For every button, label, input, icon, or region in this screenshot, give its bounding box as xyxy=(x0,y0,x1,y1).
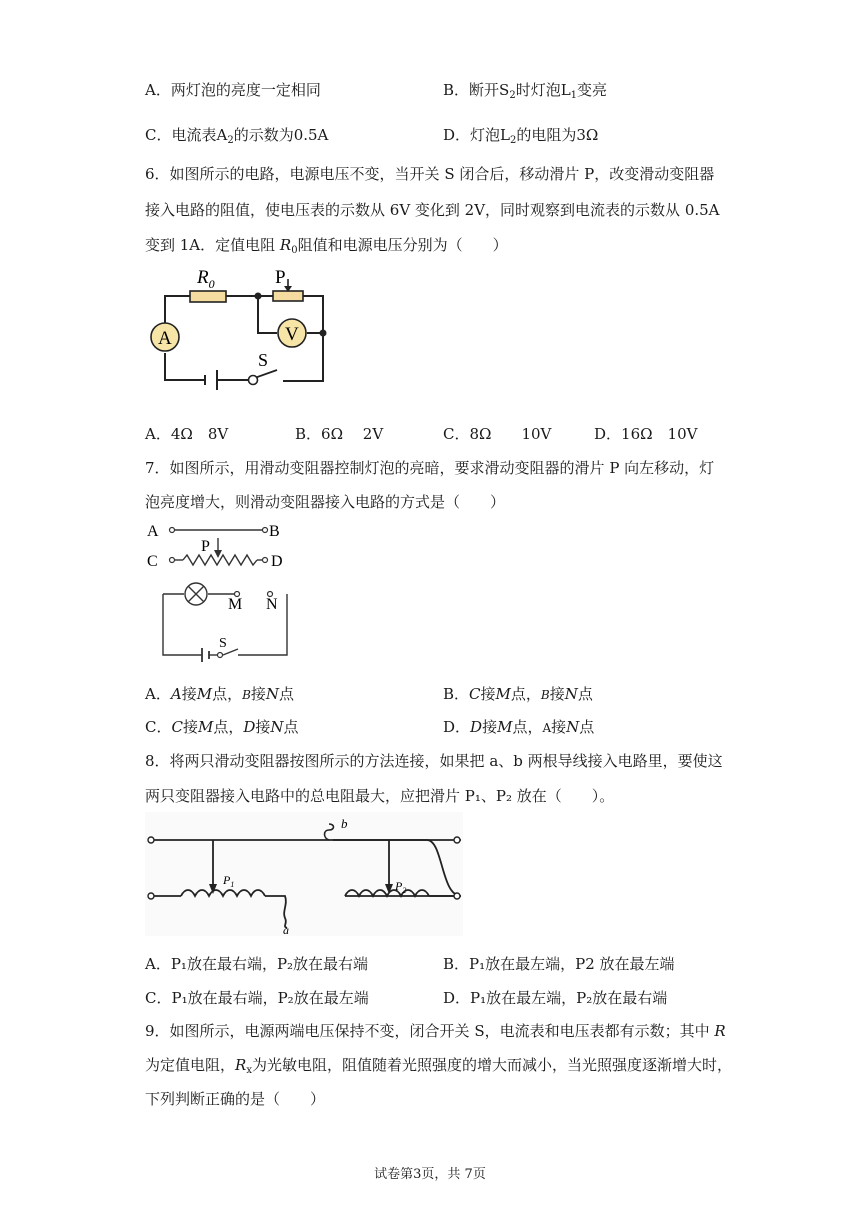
q6-option-d: D．16Ω 10V xyxy=(594,425,698,443)
q8-text-line-2: 两只变阻器接入电路中的总电阻最大，应把滑片 P₁、P₂ 放在（ ）。 xyxy=(145,787,615,805)
q8-text-line-1: 8．将两只滑动变阻器按图所示的方法连接，如果把 a、b 两根导线接入电路里，要使这 xyxy=(145,752,723,770)
q9-text-line-3: 下列判断正确的是（ ） xyxy=(145,1090,326,1108)
q5-option-b: B．断开$S_2$时灯泡$L_1$变亮 xyxy=(443,81,608,101)
q6-option-c: C．8Ω 10V xyxy=(443,425,552,443)
q7-circuit-diagram xyxy=(145,518,300,666)
q9-text-line-2: 为定值电阻，$R_x$为光敏电阻，阻值随着光照强度的增大而减小，当光照强度逐渐增大时， xyxy=(145,1056,732,1076)
q7-lamp xyxy=(185,583,207,605)
q6-label-switch: S xyxy=(258,350,269,370)
q6-resistor-r0 xyxy=(190,291,226,302)
q8-option-c: C．P₁放在最右端，P₂放在最左端 xyxy=(145,989,369,1007)
q7-text-line-1: 7．如图所示，用滑动变阻器控制灯泡的亮暗，要求滑动变阻器的滑片 P 向左移动，灯 xyxy=(145,459,715,477)
q8-label-p1: $P_1$ xyxy=(223,873,235,889)
q7-label-d: D xyxy=(271,553,283,570)
q7-option-d: D．D接M点，A接N点 xyxy=(443,718,595,736)
q5-option-a: A．两灯泡的亮度一定相同 xyxy=(145,81,321,99)
q6-text-line-3: 变到 1A．定值电阻 $R_0$阻值和电源电压分别为（ ） xyxy=(145,236,508,256)
q6-rheostat xyxy=(273,291,303,301)
q7-option-b: B．C接M点，B接N点 xyxy=(443,685,593,703)
q7-label-m: M xyxy=(228,596,243,613)
q8-label-b: b xyxy=(341,816,348,831)
q6-text-line-1: 6．如图所示的电路，电源电压不变，当开关 S 闭合后，移动滑片 P，改变滑动变阻器 xyxy=(145,165,715,183)
q6-label-p: P xyxy=(275,267,286,288)
q5-option-d: D．灯泡$L_2$的电阻为3Ω xyxy=(443,126,599,146)
q6-circuit-diagram xyxy=(145,262,345,402)
q8-rheostats-diagram xyxy=(145,812,463,936)
q7-label-b: B xyxy=(269,523,280,540)
q8-option-d: D．P₁放在最左端，P₂放在最右端 xyxy=(443,989,668,1007)
q7-label-p: P xyxy=(201,538,210,555)
q6-label-r0: $R_0$ xyxy=(197,267,215,291)
q8-label-p2: $P_2$ xyxy=(395,879,407,895)
q6-option-a: A．4Ω 8V xyxy=(145,425,229,443)
q7-resistor-coil xyxy=(183,555,257,565)
q9-text-line-1: 9．如图所示，电源两端电压保持不变，闭合开关 S，电流表和电压表都有示数；其中 R xyxy=(145,1022,726,1040)
page-footer: 试卷第3页，共 7页 xyxy=(374,1167,486,1182)
q6-label-ammeter: A xyxy=(158,328,172,349)
q8-option-b: B．P₁放在最左端，P2 放在最左端 xyxy=(443,955,675,973)
q7-label-s: S xyxy=(219,636,227,651)
q7-label-a: A xyxy=(147,523,159,540)
q7-option-c: C．C接M点，D接N点 xyxy=(145,718,299,736)
q7-text-line-2: 泡亮度增大，则滑动变阻器接入电路的方式是（ ） xyxy=(145,493,506,511)
q5-option-c: C．电流表$A_2$的示数为0.5A xyxy=(145,126,329,146)
q7-option-a: A．A接M点，B接N点 xyxy=(145,685,295,703)
q8-label-a: a xyxy=(283,923,289,936)
q6-text-line-2: 接入电路的阻值，使电压表的示数从 6V 变化到 2V，同时观察到电流表的示数从 0.5A xyxy=(145,201,720,219)
q6-label-voltmeter: V xyxy=(285,324,299,345)
q7-label-n: N xyxy=(266,596,278,613)
q7-label-c: C xyxy=(147,553,158,570)
q6-option-b: B．6Ω 2V xyxy=(295,425,384,443)
q8-option-a: A．P₁放在最右端，P₂放在最右端 xyxy=(145,955,369,973)
